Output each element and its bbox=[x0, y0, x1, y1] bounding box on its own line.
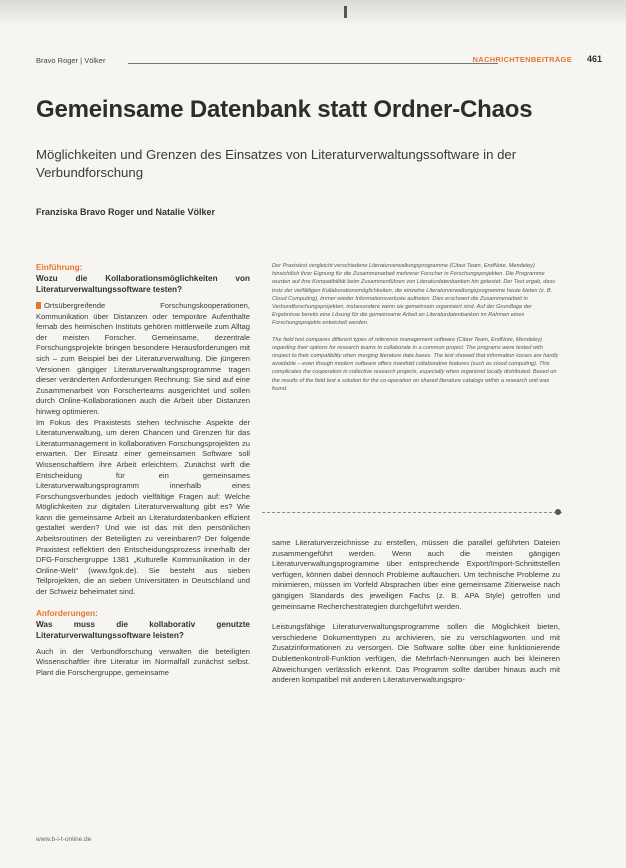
paragraph-merge: same Literaturverzeichnisse zu erstellen, müssen die parallel geführten Dateien zusammengeführt werden. Wenn auch die meisten gängigen Literaturverwaltungsprogramme über entsprechende Export/Import-Schnittstellen verfügen, können dabei dennoch Probleme auftauchen. Um technische Probleme zu minimieren, müssen im Vorfeld Absprachen über eine gemeinsame Zitierweise nach gängigen Standards des jeweiligen Fachs (z. B. APA Style) getroffen und gemeinsame Recherchestrategien durchgeführt werden. bbox=[272, 538, 560, 611]
article-authors: Franziska Bravo Roger und Natalie Völker bbox=[36, 207, 216, 217]
paragraph-focus: Im Fokus des Praxistests stehen technische Aspekte der Literaturverwaltung, um deren Chancen und Grenzen für das Literaturmanagement in kollaborativen Forschungsprojekten zu erwarten. Der Einsatz einer gemeinsamen Software soll Wissenschaftlern ihre Arbeit erleichtern. Zunächst wirft die Entscheidung für ein gemeinsames Literaturverwaltungsprogramm innerhalb eines Forschungsverbundes jedoch vielfältige Fragen auf: Welche Möglichkeiten zur digitalen Literaturverwaltung gibt es? Wie kann die gemeinsame Arbeit an Literaturdatenbanken effizient gestaltet werden? Und wie ist das mit den persönlichen Arbeitsroutinen der Beteiligten zu vereinbaren? Der folgende Praxistest reflektiert den Entscheidungsprozess innerhalb der DFG-Forschergruppe 1381 „Kulturelle Kommunikation in der Online-Welt“ (www.fgok.de). Sie besteht aus sieben Teilprojekten, die an sieben Universitäten in Deutschland und der Schweiz beheimatet sind. bbox=[36, 417, 250, 597]
running-header bbox=[36, 54, 602, 68]
right-column bbox=[272, 538, 560, 834]
section-subheading-requirements: Was muss die kollaborativ genutzte Literaturverwaltungssoftware leisten? bbox=[36, 619, 250, 640]
header-section: NACHRICHTENBEITRÄGE bbox=[472, 55, 572, 64]
paragraph-marker bbox=[36, 302, 41, 309]
section-subheading-intro: Wozu die Kollaborationsmöglichkeiten von Literaturverwaltungssoftware testen? bbox=[36, 274, 250, 294]
left-column bbox=[36, 262, 250, 834]
article-subtitle: Möglichkeiten und Grenzen des Einsatzes von Literaturverwaltungssoftware in der Verbundforschung bbox=[36, 147, 517, 180]
section-heading-requirements: Anforderungen: bbox=[36, 608, 98, 618]
abstract-divider-dot bbox=[555, 509, 561, 515]
article-title: Gemeinsame Datenbank statt Ordner-Chaos bbox=[36, 96, 533, 123]
paragraph-intro-text: Ortsübergreifende Forschungskooperationen, Kommunikation über Distanzen oder temporäre Aufenthalte fernab des heimischen Instituts gehören mittlerweile zum Alltag der meisten Forscher. Gemeinsame, dezentrale Forschungsprojekte bringen besondere Herausforderungen mit sich – zum Beispiel bei der Literaturverwaltung. Die jüngeren Versionen gängiger Literaturverwaltungsprogramme tragen dieser veränderten Anforderungen Rechnung: Sie sind auf eine Zusammenarbeit von Forscherteams ausgerichtet und sollen durch Online-Kollaborationen auch die Arbeit über Distanzen hinweg optimieren. bbox=[36, 301, 250, 416]
paragraph-requirements: Auch in der Verbundforschung verwalten die beteiligten Wissenschaftler ihre Literatur im Normalfall zunächst selbst. Plant die Forschergruppe, gemeinsame bbox=[36, 646, 250, 677]
abstract-box bbox=[272, 262, 560, 401]
page-number: 461 bbox=[586, 54, 602, 64]
abstract-divider bbox=[262, 512, 562, 513]
scan-mark bbox=[344, 6, 347, 18]
paragraph-intro bbox=[36, 301, 250, 418]
section-heading-intro: Einführung: bbox=[36, 263, 83, 272]
scan-shadow bbox=[0, 0, 626, 26]
header-rule bbox=[128, 63, 498, 64]
footer-url: www.b-i-t-online.de bbox=[36, 836, 92, 843]
paragraph-features: Leistungsfähige Literaturverwaltungsprogramme sollen die Möglichkeit bieten, verschiedene Dokumenttypen zu archivieren, sie zu verschlagworten und mit Zusatzinformationen zu versorgen. Die Software sollte über eine funktionierende Dublettenkontroll-Funktion verfügen, die Mehrfach-Nennungen auch bei kleineren Abweichungen verlässlich erkennt. Das Programm sollte darüber hinaus auch mit anderen kompatibel mit anderen Literaturverwaltungspro- bbox=[272, 622, 560, 685]
header-authors: Bravo Roger | Völker bbox=[36, 56, 106, 65]
abstract-english: The field test compares different types of reference management software (Citavi Team, EndNote, Mendeley) regarding their options for research teams to collaborate in a common project. The programs were tested with respect to their compatibility when merging literature data bases. The test showed that information losses are hardly avoidable – even though modern software offers manifold collaborative features (such as cloud computing). This complicates the cooperation in collective research projects, especially when organized locally distributed. Based on the results of the field test a solution for the co-operation on shared literature catalogs within a research unit was found. bbox=[272, 336, 559, 392]
abstract-german: Der Praxistest vergleicht verschiedene Literaturverwaltungsprogramme (Citavi Team, EndNote, Mendeley) hinsichtlich ihrer Eignung für die Zusammenarbeit mehrerer Forscher in Forschungsprojekten. Die Programme wurden auf ihre Kompatibilität beim Zusammenführen von Literaturdatenbanken hin getestet. Der Test ergab, dass trotz der vielfältigen Kollaborationsmöglichkeiten, die einzelne Literaturverwaltungsprogramme heute bieten (z. B. Cloud Computing), immer wieder Informationsverluste auftreten. Dies erschwert die Zusammenarbeit in Verbundforschungsprojekten, insbesondere wenn sie gemeinsam organisiert sind. Auf der Grundlage der Ergebnisse bereits eine Lösung für die gemeinsame Arbeit an Literaturdatenbanken im Rahmen eines Forschungsprojekts entwickelt werden. bbox=[272, 263, 556, 327]
